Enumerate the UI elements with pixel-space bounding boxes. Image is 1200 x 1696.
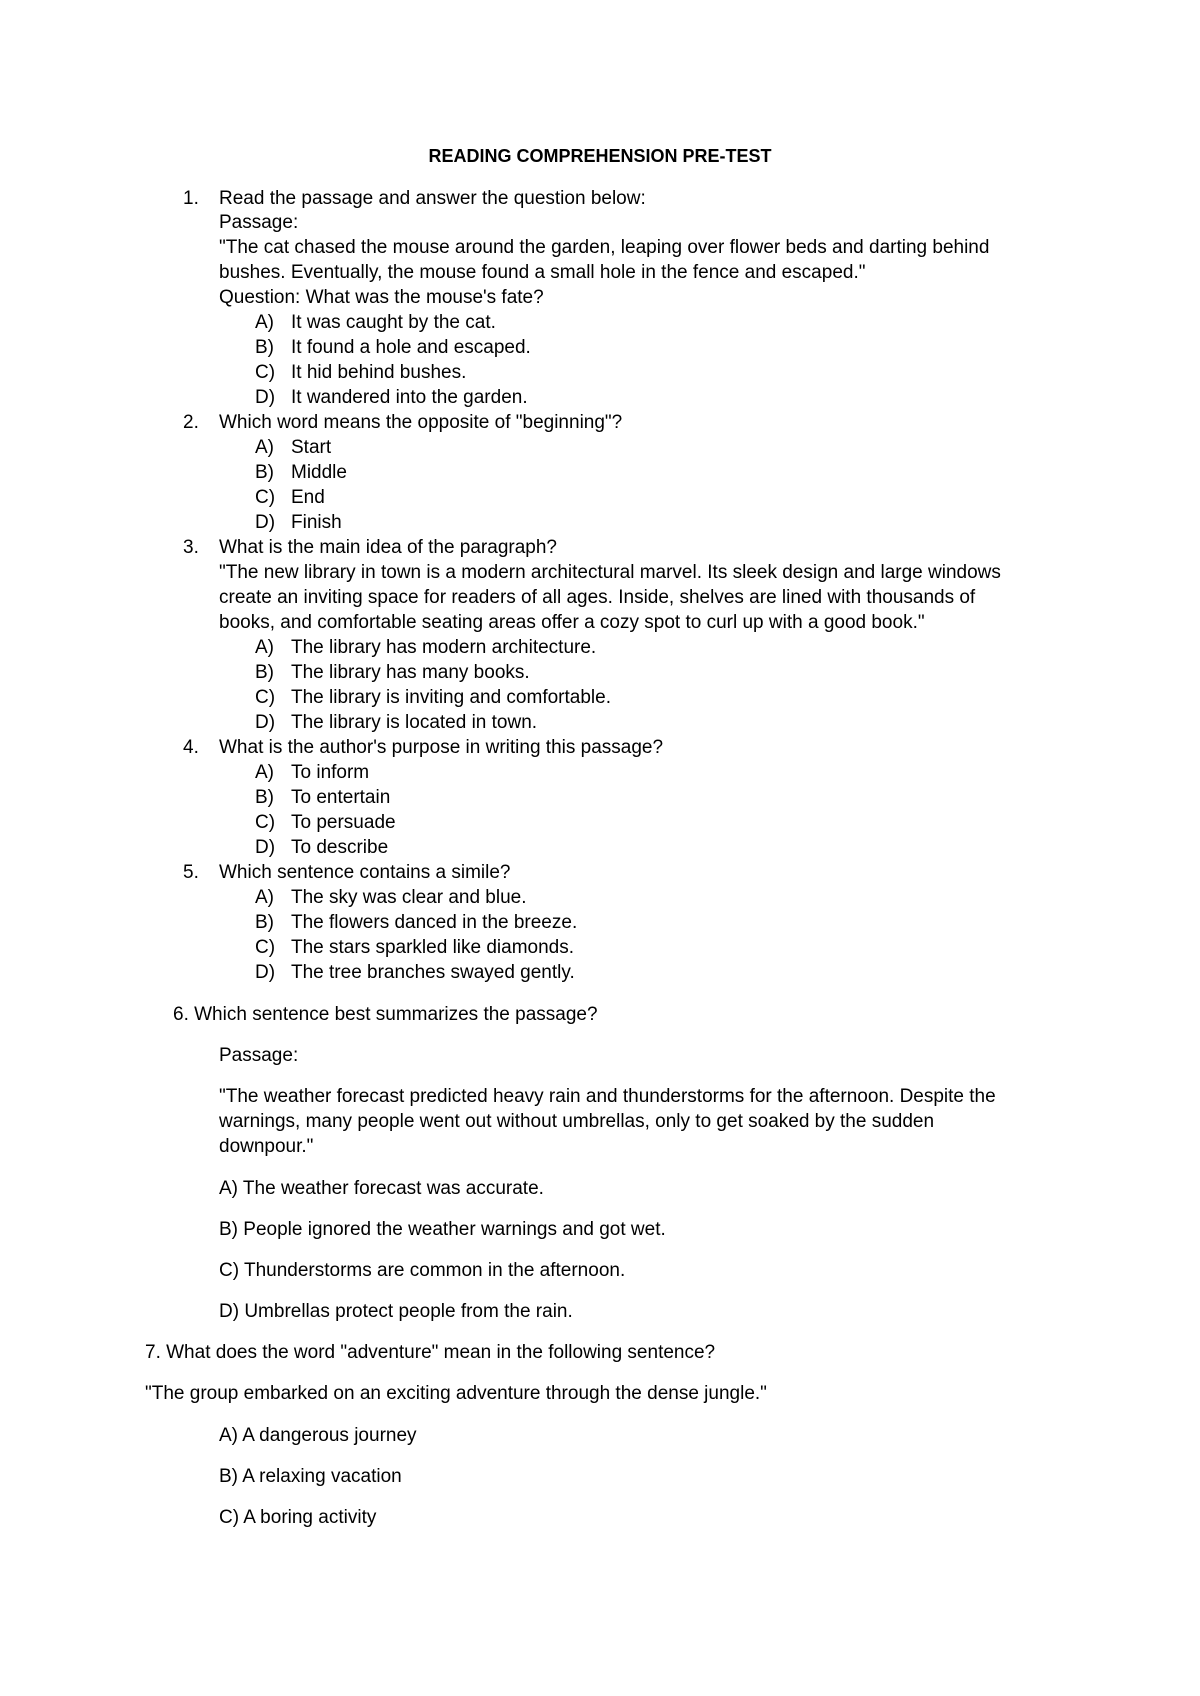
q1-question: Question: What was the mouse's fate? (219, 287, 544, 308)
q4-number: 4. (183, 737, 199, 758)
q5-option-letter: A) (255, 887, 274, 908)
q3-option-letter: B) (255, 662, 274, 683)
q1-option-letter: A) (255, 312, 274, 333)
q3-passage-line: "The new library in town is a modern architectural marvel. Its sleek design and large windows (219, 562, 1001, 583)
q2-option-letter: C) (255, 487, 276, 508)
q7-option: C) A boring activity (219, 1507, 377, 1528)
q5-option-text: The flowers danced in the breeze. (291, 912, 578, 933)
q6-text: 6. Which sentence best summarizes the passage? (173, 1004, 598, 1025)
q3-passage-line: books, and comfortable seating areas offer a cozy spot to curl up with a good book." (219, 612, 925, 633)
q3-number: 3. (183, 537, 199, 558)
q1-passage-label: Passage: (219, 212, 299, 233)
q7-option: A) A dangerous journey (219, 1425, 417, 1446)
q6-passage-line: warnings, many people went out without umbrellas, only to get soaked by the sudden (219, 1111, 935, 1132)
q6-option: A) The weather forecast was accurate. (219, 1178, 544, 1199)
q4-option-letter: A) (255, 762, 274, 783)
q2-option-letter: A) (255, 437, 274, 458)
q3-option-text: The library is located in town. (291, 712, 538, 733)
q5-number: 5. (183, 862, 199, 883)
q2-option-text: End (291, 487, 325, 508)
q4-option-text: To describe (291, 837, 389, 858)
q5-option-text: The tree branches swayed gently. (291, 962, 575, 983)
q5-option-letter: D) (255, 962, 276, 983)
q7-text: 7. What does the word "adventure" mean in the following sentence? (145, 1342, 716, 1363)
q2-text: Which word means the opposite of "beginning"? (219, 412, 623, 433)
q1-option-text: It found a hole and escaped. (291, 337, 531, 358)
q1-number: 1. (183, 188, 199, 209)
q1-option-letter: C) (255, 362, 276, 383)
q2-option-letter: D) (255, 512, 276, 533)
q1-option-text: It wandered into the garden. (291, 387, 528, 408)
q3-text: What is the main idea of the paragraph? (219, 537, 557, 558)
q1-option-letter: D) (255, 387, 276, 408)
q2-option-letter: B) (255, 462, 274, 483)
q3-option-text: The library is inviting and comfortable. (291, 687, 611, 708)
q6-passage-line: downpour." (219, 1136, 314, 1157)
q4-option-text: To persuade (291, 812, 396, 833)
q6-option: C) Thunderstorms are common in the afternoon. (219, 1260, 626, 1281)
q1-passage-line: "The cat chased the mouse around the garden, leaping over flower beds and darting behind (219, 237, 990, 258)
q6-passage-label: Passage: (219, 1045, 299, 1066)
q5-text: Which sentence contains a simile? (219, 862, 511, 883)
q4-text: What is the author's purpose in writing this passage? (219, 737, 664, 758)
q2-number: 2. (183, 412, 199, 433)
q1-text: Read the passage and answer the question below: (219, 188, 646, 209)
document-title: READING COMPREHENSION PRE-TEST (428, 146, 772, 166)
q2-option-text: Middle (291, 462, 347, 483)
q3-option-letter: D) (255, 712, 276, 733)
q7-sentence: "The group embarked on an exciting adventure through the dense jungle." (145, 1383, 767, 1404)
q4-option-letter: D) (255, 837, 276, 858)
q6-option: D) Umbrellas protect people from the rain. (219, 1301, 573, 1322)
q1-passage-line: bushes. Eventually, the mouse found a small hole in the fence and escaped." (219, 262, 866, 283)
q1-option-letter: B) (255, 337, 274, 358)
q3-option-letter: C) (255, 687, 276, 708)
q3-passage-line: create an inviting space for readers of all ages. Inside, shelves are lined with thousands of (219, 587, 976, 608)
q4-option-text: To inform (291, 762, 370, 783)
q4-option-letter: B) (255, 787, 274, 808)
q4-option-letter: C) (255, 812, 276, 833)
q3-option-text: The library has many books. (291, 662, 530, 683)
q1-option-text: It was caught by the cat. (291, 312, 496, 333)
q5-option-letter: C) (255, 937, 276, 958)
q5-option-letter: B) (255, 912, 274, 933)
q7-option: B) A relaxing vacation (219, 1466, 402, 1487)
q4-option-text: To entertain (291, 787, 391, 808)
q2-option-text: Start (291, 437, 332, 458)
q6-option: B) People ignored the weather warnings and got wet. (219, 1219, 666, 1240)
q3-option-text: The library has modern architecture. (291, 637, 597, 658)
q5-option-text: The sky was clear and blue. (291, 887, 527, 908)
q6-passage-line: "The weather forecast predicted heavy rain and thunderstorms for the afternoon. Despite the (219, 1086, 996, 1107)
q3-option-letter: A) (255, 637, 274, 658)
q1-option-text: It hid behind bushes. (291, 362, 467, 383)
q2-option-text: Finish (291, 512, 342, 533)
q5-option-text: The stars sparkled like diamonds. (291, 937, 575, 958)
